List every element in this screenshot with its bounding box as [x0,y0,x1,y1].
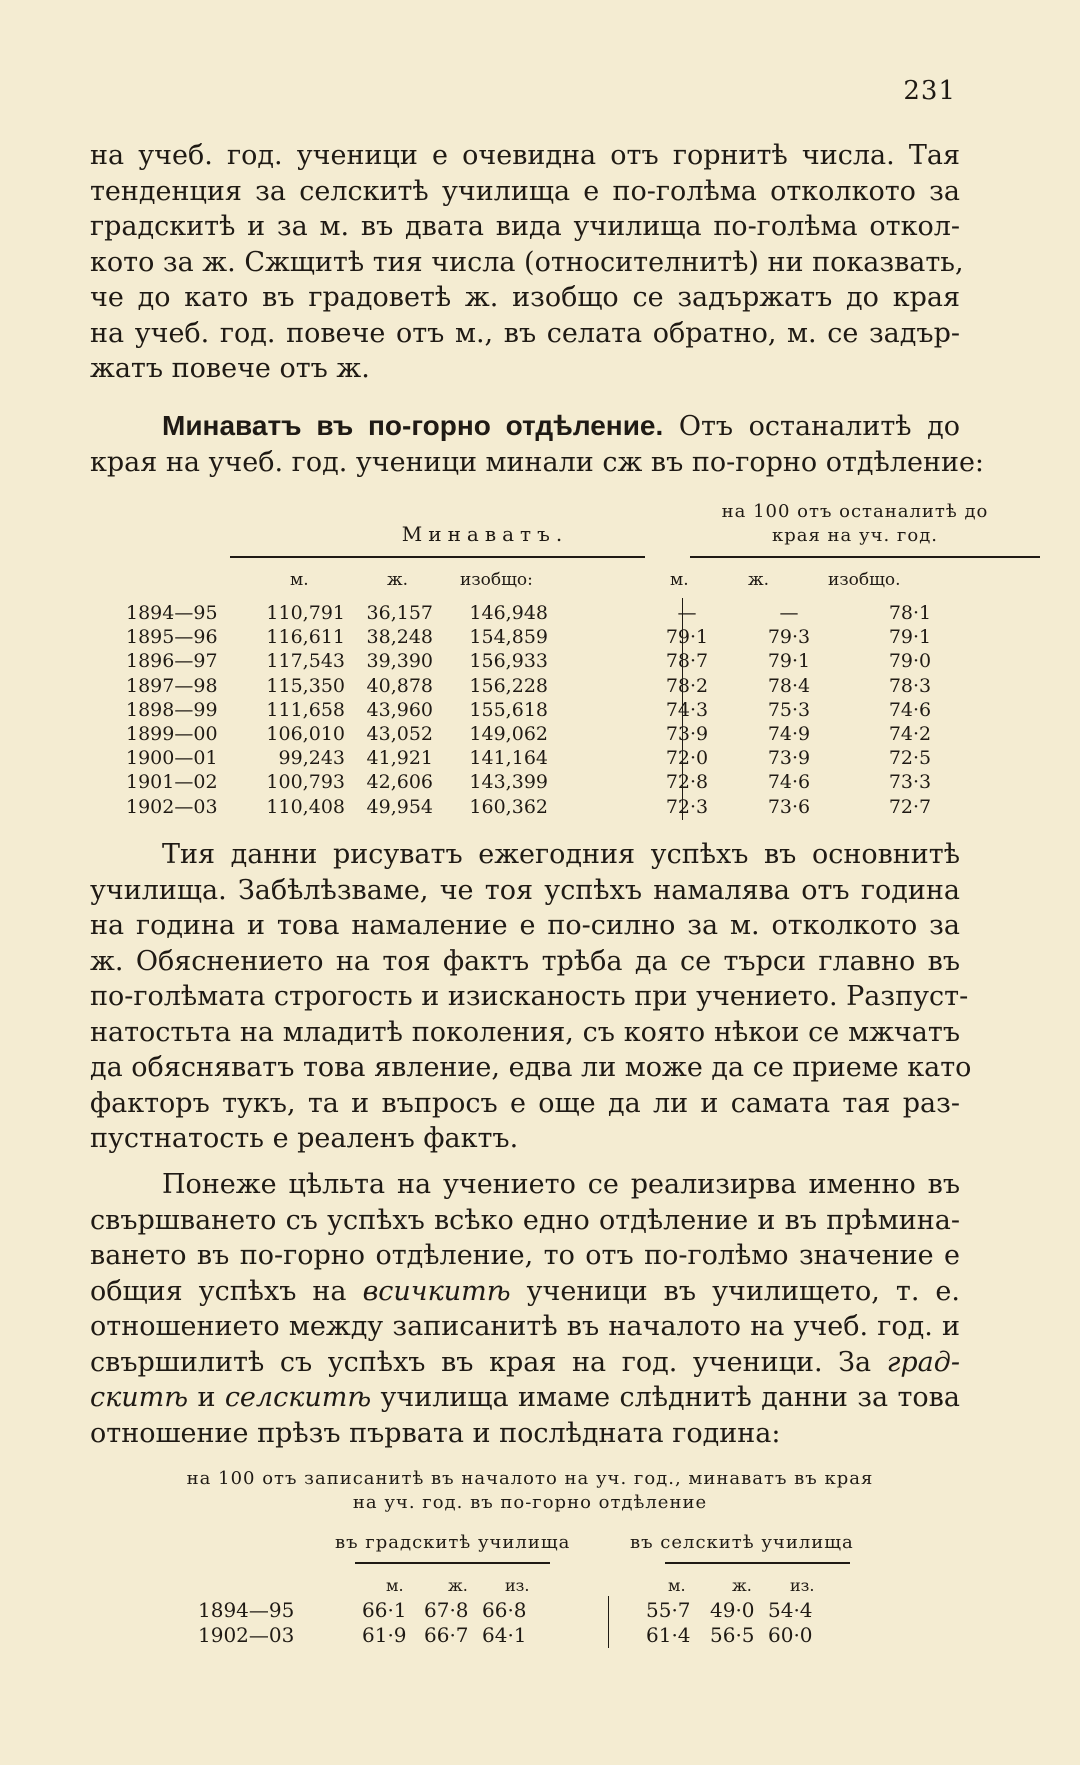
urban-header: въ градскитѣ училища [335,1532,571,1553]
table-cell-um: 66·1 [362,1598,407,1622]
table-cell-year: 1897—98 [126,674,218,697]
table-cell-pz: 74·6 [767,771,811,794]
col-header-total: изобщо: [460,570,533,590]
table-cell-uz: 67·8 [424,1598,469,1622]
text-line: ването въ по-горно отдѣление, то отъ по-голѣмо значение е [90,1240,960,1271]
table-cell-year: 1896—97 [126,650,218,673]
text-line [90,1274,960,1310]
table-cell-pm: — [677,602,697,624]
table-cell-um: 61·9 [362,1623,407,1647]
table-cell-z: 42,606 [366,771,433,794]
table-cell-t: 143,399 [469,771,548,794]
table-cell-z: 38,248 [366,626,433,649]
table-cell-pt: 73·3 [888,771,932,794]
text-line [90,1380,960,1416]
table-cell-t: 141,164 [469,747,548,770]
text-fragment: общия успѣхъ на [90,1275,347,1307]
table-cell-z: 39,390 [366,650,433,673]
table-header-right [685,500,1025,548]
table-cell-rm: 61·4 [646,1623,691,1647]
table-cell-pz: 79·3 [767,626,811,649]
table-row [90,723,970,747]
table-cell-pt: 78·3 [888,674,932,697]
text-line: Понеже цѣльта на учението се реализирва именно въ [162,1169,960,1200]
table-cell-z: 49,954 [366,795,433,818]
table-cell-t: 156,228 [469,674,548,697]
table-cell-year: 1894—95 [126,602,218,624]
text-line: края на учеб. год. ученици минали сж въ по-горно отдѣление: [90,446,985,478]
text-line: факторъ тукъ, та и въпросъ е още да ли и самата тая раз- [90,1087,960,1119]
table-row [90,602,970,626]
table-cell-pt: 72·5 [888,747,932,770]
col-header-m: м. [668,1576,686,1595]
table-cell-pz: 73·9 [767,747,811,770]
table-cell-t: 146,948 [469,602,548,624]
col-header-z: ж. [732,1576,752,1595]
text-line: Тия данни рисуватъ ежегодния успѣхъ въ основнитѣ [162,839,960,870]
table-cell-t: 155,618 [469,698,548,721]
col-header-z: ж. [448,1576,468,1595]
table-cell-pz: 74·9 [767,723,811,745]
col-header-pm: м. [670,570,689,590]
table-cell-year: 1902—03 [126,795,218,818]
text-fragment: Отъ останалитѣ до [678,411,960,442]
table-cell-z: 40,878 [366,674,433,697]
col-header-z: ж. [387,570,409,590]
table-cell-m: 110,791 [266,602,345,624]
text-line: кото за ж. Сжщитѣ тия числа (относителнитѣ) ни показвать, [90,246,964,278]
col-header-pz: ж. [748,570,770,590]
table-header-left: Минаватъ. [401,522,569,546]
brace-right [690,556,1040,564]
text-line: градскитѣ и за м. въ двата вида училища по-голѣма откол- [90,211,960,242]
table-cell-pz: — [779,602,799,624]
table-cell-pz: 73·6 [767,795,811,818]
table-cell-ri: 54·4 [768,1598,813,1622]
text-fragment: училища имаме слѣднитѣ данни за това [380,1382,960,1413]
col-header-m: м. [386,1576,404,1595]
col-header-pt: изобщо. [828,570,901,590]
paragraph-3 [90,837,972,1157]
table-row [90,675,970,699]
table-cell-ri: 60·0 [768,1623,813,1647]
col-header-m: м. [290,570,309,590]
text-line: пустнатость е реаленъ фактъ. [90,1123,519,1154]
page-number: 231 [903,76,956,106]
table-cell-pm: 72·0 [665,747,709,770]
table-cell-rm: 55·7 [646,1598,691,1622]
text-line: че до като въ градоветѣ ж. изобщо се задържатъ до края [90,282,960,313]
brace-urban [355,1562,550,1570]
text-line: ж. Обяснението на тоя фактъ трѣба да се търси главно въ [90,945,960,977]
text-fragment: ученици въ училището, т. е. [526,1275,960,1307]
table-cell-pz: 79·1 [767,650,811,673]
text-line [90,1345,960,1381]
table-cell-m: 100,793 [266,771,345,794]
heading-line [90,408,960,445]
table-cell-year: 1901—02 [126,771,218,794]
text-line: натостьта на младитѣ поколения, съ която нѣкои се мжчатъ [90,1016,960,1048]
table-cell-pt: 79·1 [888,626,932,649]
table-cell-year: 1899—00 [126,723,218,745]
table-cell-ui: 66·8 [482,1598,527,1622]
text-line: жатъ повече отъ ж. [90,353,370,384]
table-cell-pz: 78·4 [767,674,811,697]
urban-rural-table [130,1468,950,1648]
table-cell-m: 111,658 [266,698,345,721]
brace-left [230,556,645,564]
table-row [90,650,970,674]
table-cell-z: 43,960 [366,698,433,721]
text-line: свършването съ успѣхъ всѣко едно отдѣление и въ прѣмина- [90,1204,960,1236]
header-line: на 100 отъ останалитѣ до [721,501,989,522]
emphasis: скитѣ [90,1382,189,1413]
table-cell-m: 99,243 [278,747,345,770]
table-cell-t: 156,933 [469,650,548,673]
table-cell-year: 1898—99 [126,698,218,721]
table-row [90,771,970,795]
table-row [90,699,970,723]
table-cell-m: 117,543 [266,650,345,673]
table-cell-pm: 79·1 [665,626,709,649]
text-line: училища. Забѣлѣзваме, че тоя успѣхъ намалява отъ година [90,874,960,906]
brace-rural [665,1562,850,1570]
emphasis: град- [886,1346,960,1378]
table-cell-rz: 56·5 [710,1623,755,1647]
text-fragment: свършилитѣ съ успѣхъ въ края на год. ученици. За [90,1346,872,1378]
rural-header: въ селскитѣ училища [630,1532,854,1553]
text-line: отношението между записанитѣ въ началото на учеб. год. и [90,1311,960,1342]
table-row [90,796,970,820]
table-cell-t: 154,859 [469,626,548,649]
table-cell-uz: 66·7 [424,1623,469,1647]
header-line: края на уч. год. [771,525,939,546]
table-cell-pz: 75·3 [767,698,811,721]
table-cell-pt: 72·7 [888,795,932,818]
table-cell-m: 106,010 [266,723,345,745]
table-cell-year: 1895—96 [126,626,218,649]
paragraph-4 [90,1167,960,1451]
text-line: на учеб. год. ученици е очевидна отъ горнитѣ числа. Тая [90,140,960,171]
table-row [90,747,970,771]
table-caption: на уч. год. въ по-горно отдѣление [352,1492,708,1513]
emphasis: всичкитѣ [362,1275,511,1307]
table-cell-pm: 78·2 [665,674,709,697]
table-cell-z: 36,157 [366,602,433,624]
table-row [130,1598,950,1624]
table-cell-year: 1902—03 [198,1623,295,1647]
table-cell-pm: 78·7 [665,650,709,673]
text-line: отношение прѣзъ първата и послѣдната година: [90,1417,781,1449]
table-caption: на 100 отъ записанитѣ въ началото на уч. год., минаватъ въ края [186,1468,874,1489]
table-cell-pm: 72·8 [665,771,709,794]
table-cell-pt: 78·1 [888,602,932,624]
table-row [130,1623,950,1649]
table-cell-pm: 72·3 [665,795,709,818]
table-cell-rz: 49·0 [710,1598,755,1622]
table-cell-m: 110,408 [266,795,345,818]
text-line: да обясняватъ това явление, едва ли може да се приеме като [90,1052,972,1083]
promotion-table [90,500,989,830]
table-cell-t: 160,362 [469,795,548,818]
table-cell-year: 1900—01 [126,747,218,770]
table-cell-pm: 74·3 [665,698,709,721]
table-cell-year: 1894—95 [198,1598,295,1622]
table-cell-t: 149,062 [469,723,548,745]
table-cell-pt: 74·2 [888,723,932,745]
table-row [90,626,970,650]
table-cell-z: 41,921 [366,747,433,770]
table-cell-m: 115,350 [266,674,345,697]
section-heading: Минаватъ въ по-горно отдѣление. [162,410,664,441]
text-line: на година и това намаление е по-силно за м. отколкото за [90,910,960,941]
table-cell-pm: 73·9 [665,723,709,745]
paragraph-2 [90,408,985,480]
col-header-i: из. [505,1576,530,1595]
text-line: на учеб. год. повече отъ м., въ селата обратно, м. се задър- [90,317,960,349]
table-cell-m: 116,611 [266,626,345,649]
text-line: тенденция за селскитѣ училища е по-голѣма отколкото за [90,175,960,207]
table-cell-ui: 64·1 [482,1623,527,1647]
table-cell-pt: 79·0 [888,650,932,673]
col-header-i: из. [790,1576,815,1595]
text-line: по-голѣмата строгость и изисканость при учението. Разпуст- [90,981,969,1012]
table-cell-z: 43,052 [366,723,433,745]
table-cell-pt: 74·6 [888,698,932,721]
text-fragment: и [197,1382,216,1413]
paragraph-1 [90,138,964,387]
emphasis: селскитѣ [224,1382,372,1413]
